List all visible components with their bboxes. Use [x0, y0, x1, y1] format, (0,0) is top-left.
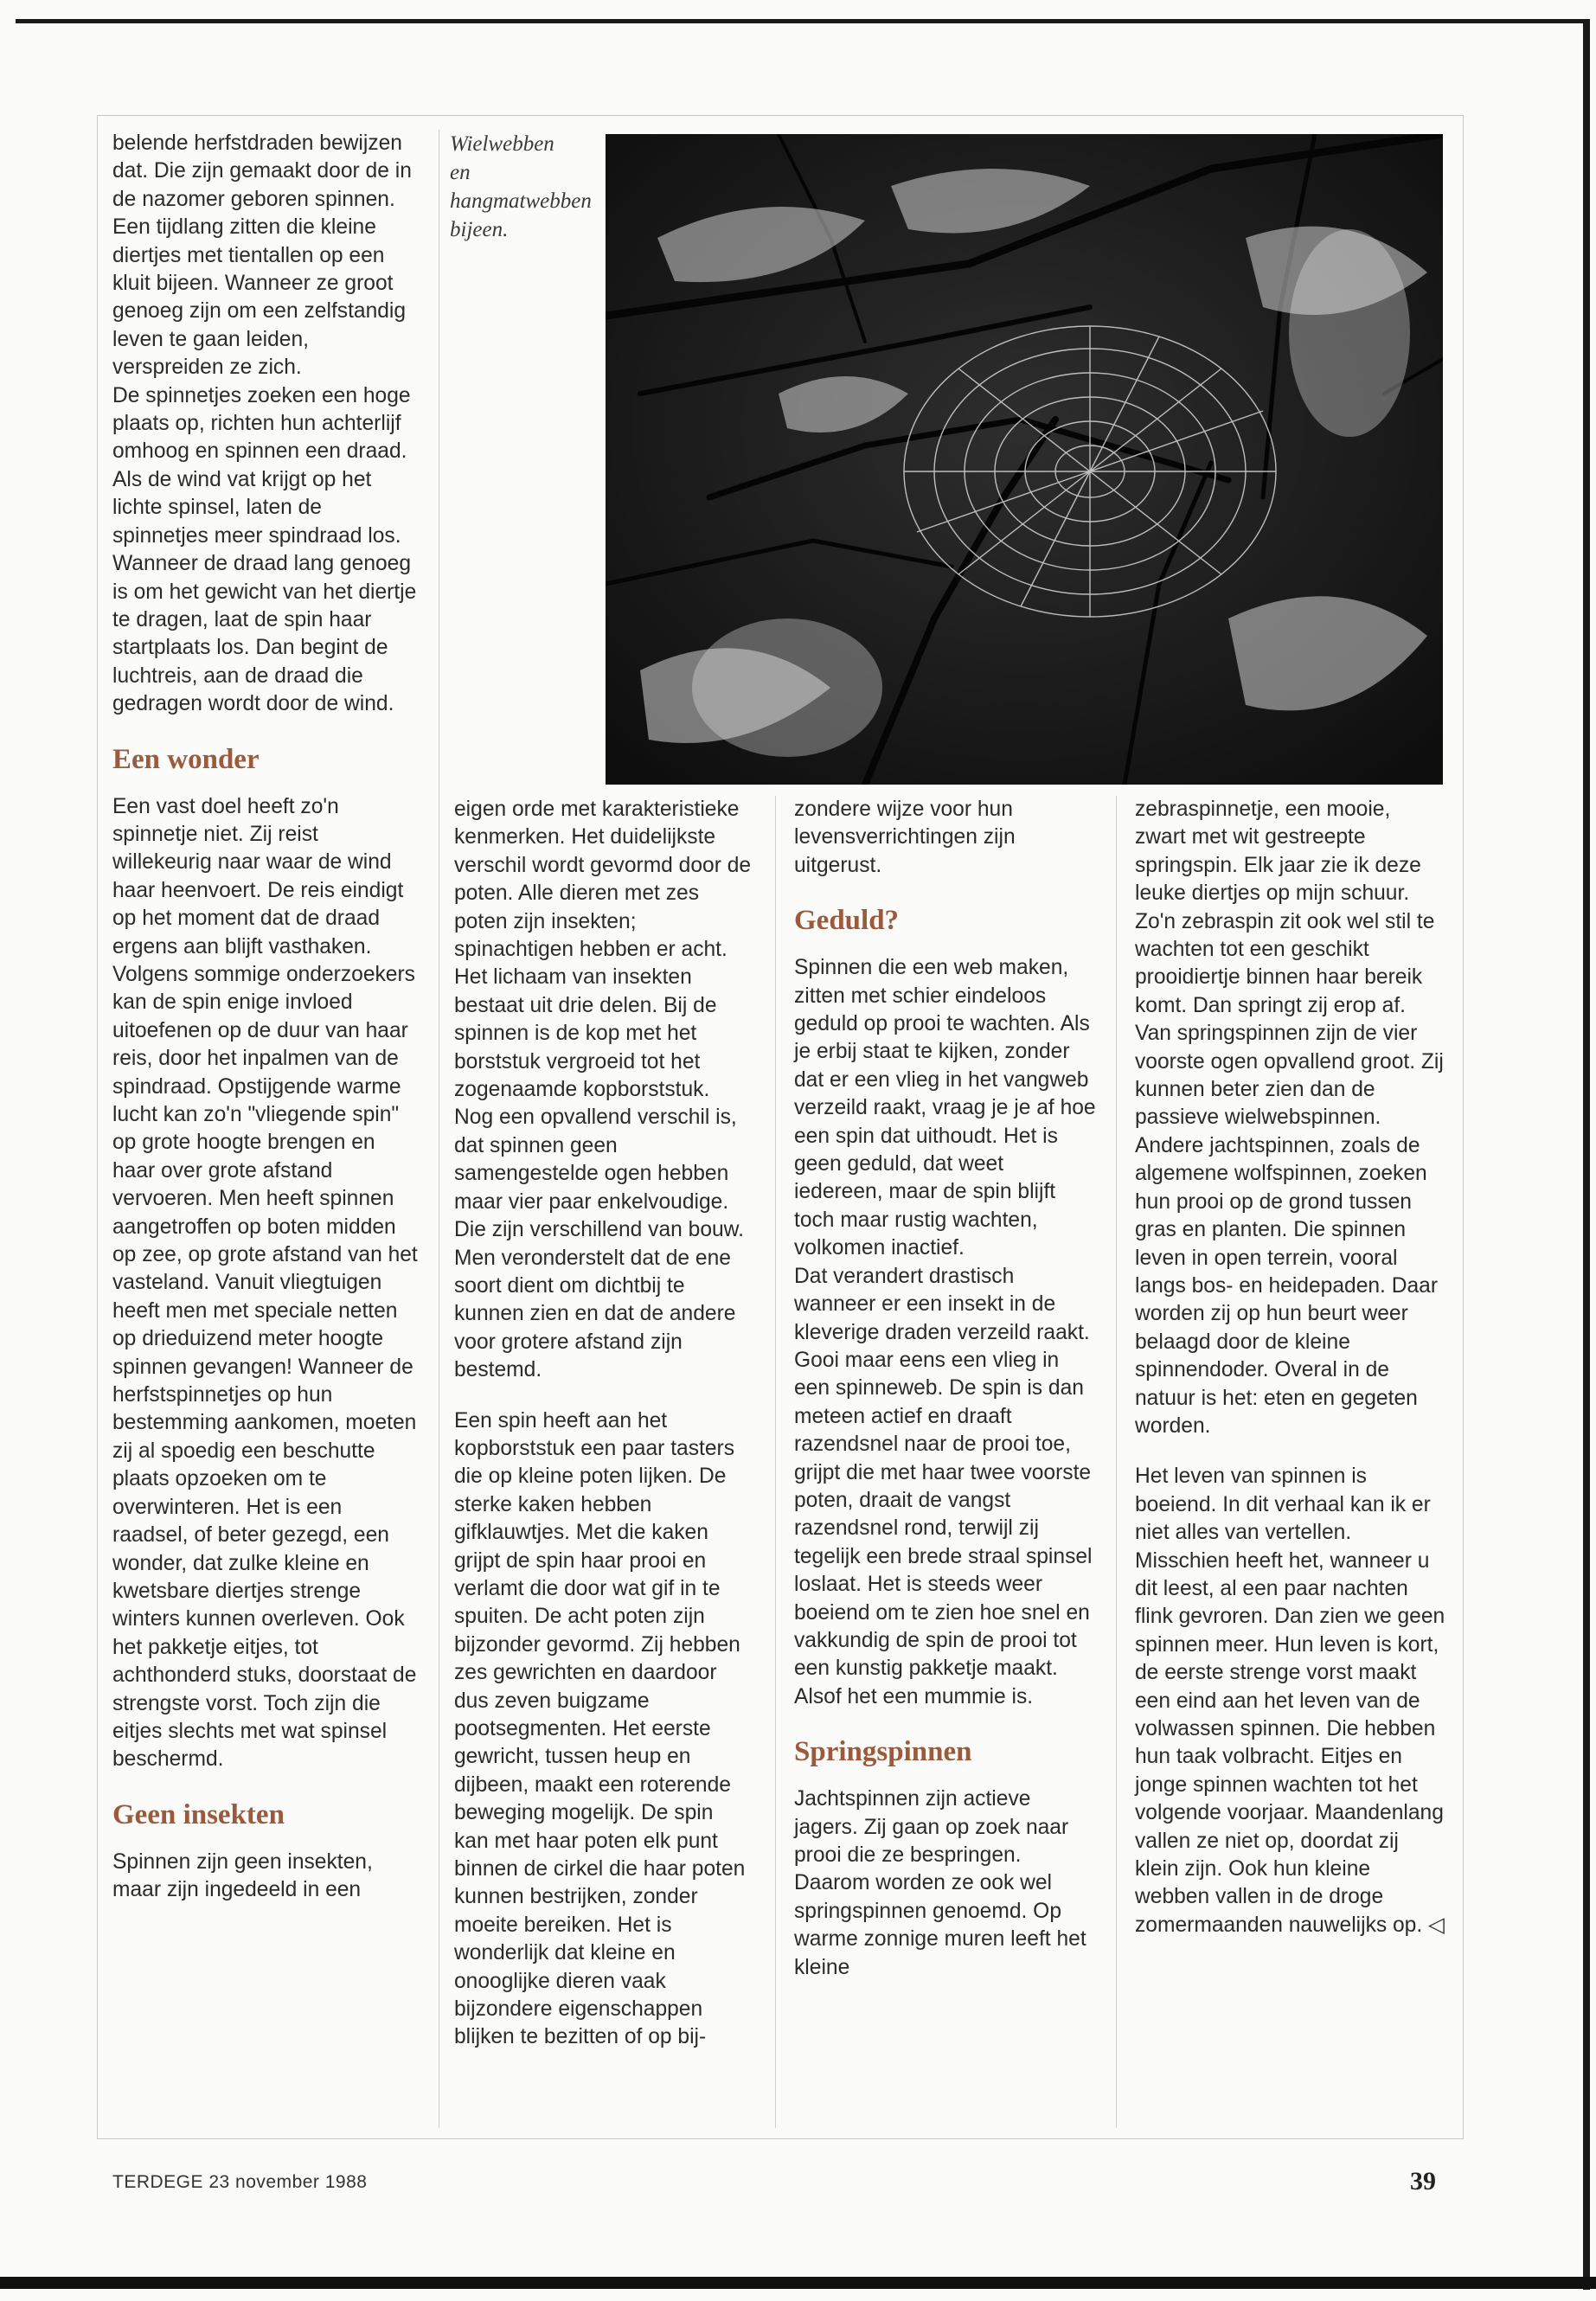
scan-border-bottom	[0, 2277, 1596, 2289]
scan-border-right	[1583, 19, 1590, 2290]
column-rule	[1116, 796, 1117, 2128]
spiderweb-illustration	[606, 134, 1443, 785]
paragraph: Het leven van spinnen is boeiend. In dit verhaal kan ik er niet alles van vertellen. Misschien heeft het, wanneer u dit leest, al een paar nachten flink gevroren. Dan zien we geen spinnen meer. Hun leven is kort, de eerste strenge vorst maakt een eind aan het leven van de volwassen spinnen. Die hebben hun taak volbracht. Eitjes en jonge spinnen wachten tot het volgende voorjaar. Maandenlang vallen ze niet op, doordat zij klein zijn. Ook hun kleine webben vallen in de droge zomermaanden nauwelijks op. ◁	[1135, 1465, 1445, 1937]
paragraph: Spinnen zijn geen insekten, maar zijn ingedeeld in een	[112, 1849, 373, 1902]
paragraph: Een spin heeft aan het kopborststuk een paar tasters die op kleine poten lijken. De sterke kaken hebben gifklauwtjes. Met die kaken grijpt de spin haar prooi en verlamt die door wat gif in te spuiten. De acht poten zijn bijzonder gevormd. Zij hebben zes gewrichten en daardoor dus zeven buigzame pootsegmenten. Het eerste gewricht, tussen heup en dijbeen, maakt een roterende beweging mogelijk. De spin kan met haar poten elk punt binnen de cirkel die haar poten kunnen bestrijken, zonder moeite bereiken. Het is wonderlijk dat kleine en onooglijke dieren vaak bijzondere eigenschappen blijken te bezitten of op bij-	[454, 1408, 746, 2049]
paragraph: zebraspinnetje, een mooie, zwart met wit gestreepte springspin. Elk jaar zie ik deze leuke diertjes op mijn schuur. Zo'n zebraspin zit ook wel stil te wachten tot een geschikt prooidiertje binnen haar bereik komt. Dan springt zij erop af. Van springspinnen zijn de vier voorste ogen opvallend groot. Zij kunnen beter zien dan de passieve wielwebspinnen.	[1135, 798, 1444, 1130]
section-heading: Springspinnen	[794, 1736, 972, 1768]
spiderweb-photo	[606, 134, 1443, 785]
text-column-2	[454, 796, 753, 2052]
text-column-3	[794, 796, 1097, 1982]
scan-border-top	[16, 19, 1588, 23]
paragraph: belende herfstdraden bewijzen dat. Die zijn gemaakt door de in de nazomer geboren spinnen. Een tijdlang zitten die kleine diertjes met tientallen op een kluit bijeen. Wanneer ze groot genoeg zijn om een zelfstandig leven te gaan leiden, verspreiden ze zich.	[112, 131, 412, 380]
section-heading: Geen insekten	[112, 1798, 285, 1830]
paragraph: Een vast doel heeft zo'n spinnetje niet. Zij reist willekeurig naar waar de wind haar heenvoert. De reis eindigt op het moment dat de draad ergens aan blijft vasthaken. Volgens sommige onderzoekers kan de spin enige invloed uitoefenen op de duur van haar reis, door het inpalmen van de spindraad. Opstijgende warme lucht kan zo'n "vliegende spin" op grote hoogte brengen en haar over grote afstand vervoeren. Men heeft spinnen aangetroffen op boten midden op zee, op grote afstand van het vasteland. Vanuit vliegtuigen heeft men met speciale netten op drieduizend meter hoogte spinnen gevangen! Wanneer de herfstspinnetjes op hun bestemming aankomen, moeten zij al spoedig een beschutte plaats opzoeken om te overwinteren. Het is een raadsel, of beter gezegd, een wonder, dat zulke kleine en kwetsbare diertjes strenge winters kunnen overleven. Ook het pakketje eitjes, tot achthonderd stuks, doorstaat de strengste vorst. Toch zijn die eitjes slechts met wat spinsel beschermd.	[112, 794, 418, 1772]
paragraph: Dat verandert drastisch wanneer er een insekt in de kleverige draden verzeild raakt. Gooi maar eens een vlieg in een spinneweb. De spin is dan meteen actief en draaft razendsnel naar de prooi toe, grijpt die met haar twee voorste poten, draait de vangst razendsnel rond, terwijl zij tegelijk een brede straal spinsel loslaat. Het is steeds weer boeiend om te zien hoe snel en vakkundig de spin de prooi tot een kunstig pakketje maakt. Alsof het een mummie is.	[794, 1264, 1093, 1708]
paragraph: Spinnen die een web maken, zitten met schier eindeloos geduld op prooi te wachten. Als je erbij staat te kijken, zonder dat er een vlieg in het vangweb verzeild raakt, vraag je je af hoe een spin dat uithoudt. Het is geen geduld, dat weet iedereen, maar de spin blijft toch maar rustig wachten, volkomen inactief.	[794, 956, 1096, 1260]
text-column-1	[112, 130, 422, 1905]
text-column-4	[1135, 796, 1446, 1939]
section-heading: Een wonder	[112, 743, 260, 775]
paragraph: Jachtspinnen zijn actieve jagers. Zij gaan op zoek naar prooi die ze bespringen. Daarom worden ze ook wel springspinnen genoemd. Op warme zonnige muren leeft het kleine	[794, 1787, 1086, 1979]
paragraph: zondere wijze voor hun levensverrichtingen zijn uitgerust.	[794, 798, 1016, 877]
photo-caption: Wielwebben en hangmatwebben bijeen.	[450, 132, 592, 241]
section-heading: Geduld?	[794, 905, 900, 937]
paragraph: Andere jachtspinnen, zoals de algemene wolfspinnen, zoeken hun prooi op de grond tussen gras en planten. Die spinnen leven in open terrein, vooral langs bos- en heidepaden. Daar worden zij op hun beurt weer belaagd door de kleine spinnendoder. Overal in de natuur is het: eten en gegeten worden.	[1135, 1133, 1439, 1438]
paragraph: De spinnetjes zoeken een hoge plaats op, richten hun achterlijf omhoog en spinnen een draad. Als de wind vat krijgt op het lichte spinsel, laten de spinnetjes meer spindraad los. Wanneer de draad lang genoeg is om het gewicht van het diertje te dragen, laat de spin haar startplaats los. Dan begint de luchtreis, aan de draad die gedragen wordt door de wind.	[112, 383, 417, 716]
footer-source: TERDEGE 23 november 1988	[112, 2172, 368, 2192]
column-rule	[775, 796, 776, 2128]
page-number: 39	[1410, 2167, 1436, 2195]
paragraph: eigen orde met karakteristieke kenmerken. Het duidelijkste verschil wordt gevormd door de poten. Alle dieren met zes poten zijn insekten; spinachtigen hebben er acht. Het lichaam van insekten bestaat uit drie delen. Bij de spinnen is de kop met het borststuk vergroeid tot het zogenaamde kopborststuk. Nog een opvallend verschil is, dat spinnen geen samengestelde ogen hebben maar vier paar enkelvoudige. Die zijn verschillend van bouw. Men veronderstelt dat de ene soort dient om dichtbij te kunnen zien en dat de andere voor grotere afstand zijn bestemd.	[454, 798, 752, 1382]
